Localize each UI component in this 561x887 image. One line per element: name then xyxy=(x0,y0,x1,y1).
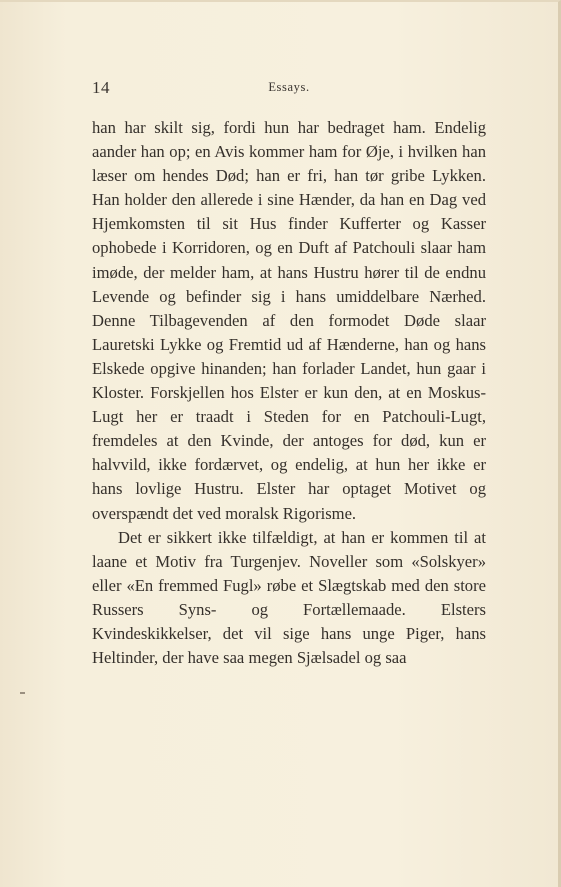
margin-mark xyxy=(20,692,25,694)
body-text xyxy=(92,116,486,670)
running-head xyxy=(92,78,486,100)
paragraph-continued: han har skilt sig, fordi hun har bedraget ham. Endelig aander han op; en Avis kommer ham for Øje, i hvilken han læser om hendes Død; han er fri, han tør gribe Lykken. Han holder den allerede i sine Hænder, da han en Dag ved Hjemkomsten til sit Hus finder Kufferter og Kasser ophobede i Korridoren, og en Duft af Patchouli slaar ham imøde, der melder ham, at hans Hustru hører til de endnu Levende og befinder sig i hans umiddelbare Nærhed. Denne Tilbagevenden af den formodet Døde slaar Lauretski Lykke og Fremtid ud af Hænderne, han og hans Elskede opgive hinanden; han forlader Landet, hun gaar i Kloster. Forskjellen hos Elster er kun den, at en Moskus-Lugt her er traadt i Steden for en Patchouli-Lugt, fremdeles at den Kvinde, der antoges for død, kun er halvvild, ikke fordærvet, og endelig, at hun her ikke er hans lovlige Hustru. Elster har optaget Motivet og overspændt det ved moralsk Rigorisme. xyxy=(92,118,486,523)
page-number: 14 xyxy=(92,78,110,97)
paragraph: Det er sikkert ikke tilfældigt, at han er kommen til at laane et Motiv fra Turgenjev. Noveller som «Solskyer» eller «En fremmed Fugl» røbe et Slægtskab med den store Russers Syns- og Fortællemaade. Elsters Kvindeskikkelser, det vil sige hans unge Piger, hans Heltinder, der have saa megen Sjælsadel og saa xyxy=(92,527,486,668)
running-title: Essays. xyxy=(268,80,310,94)
